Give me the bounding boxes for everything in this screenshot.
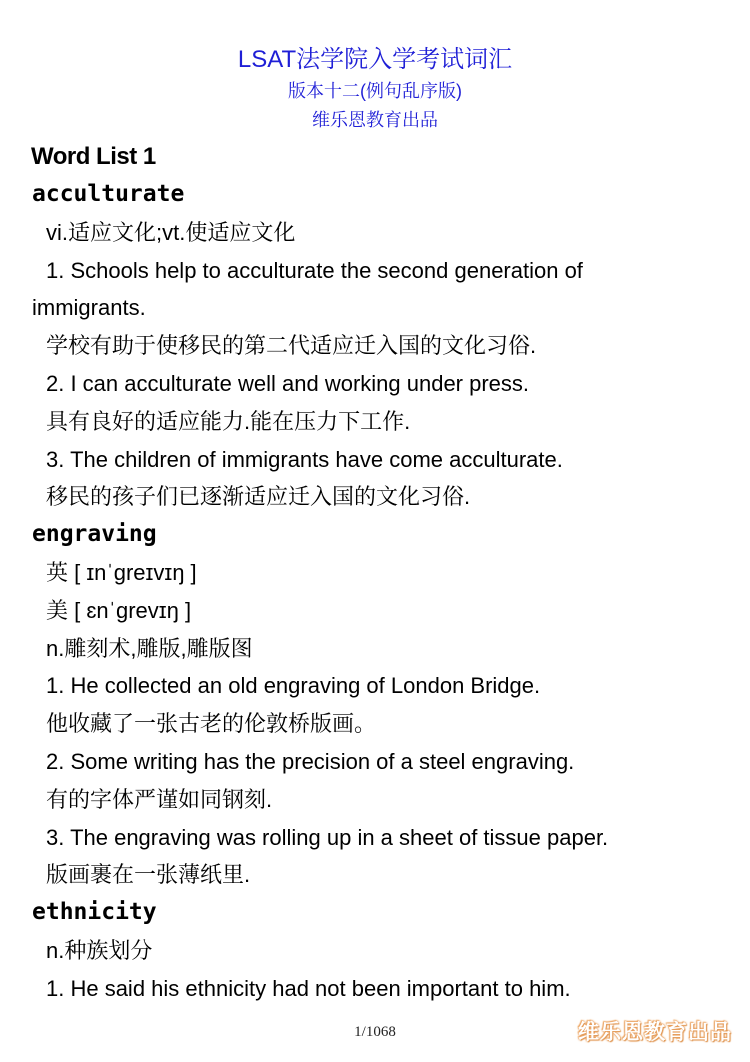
- watermark-logo: 维乐恩教育出品: [578, 1021, 732, 1044]
- headword: acculturate: [32, 181, 185, 207]
- text-line: 3. The children of immigrants have come acculturate.: [46, 446, 563, 472]
- text-line: immigrants.: [32, 295, 146, 321]
- text-line: vi.适应文化;vt.使适应文化: [46, 219, 296, 245]
- publisher-line: 维乐恩教育出品: [312, 110, 438, 130]
- text-line: 美 [ ɛnˈɡrevɪŋ ]: [46, 597, 192, 623]
- text-line: 他收藏了一张古老的伦敦桥版画。: [46, 711, 377, 737]
- text-line: 1. He collected an old engraving of London Bridge.: [46, 673, 541, 699]
- text-line: 2. I can acculturate well and working under press.: [46, 370, 530, 396]
- text-line: 有的字体严谨如同钢刻.: [46, 786, 273, 812]
- text-line: 学校有助于使移民的第二代适应迁入国的文化习俗.: [46, 333, 537, 359]
- page-number: 1/1068: [354, 1024, 396, 1040]
- text-line: 版画裹在一张薄纸里.: [46, 862, 251, 888]
- text-line: 英 [ ɪnˈɡreɪvɪŋ ]: [46, 559, 197, 585]
- vocabulary-body: [0, 176, 750, 1008]
- headword: ethnicity: [32, 899, 157, 926]
- word-list-heading: Word List 1: [31, 143, 156, 170]
- text-line: 2. Some writing has the precision of a steel engraving.: [46, 748, 575, 774]
- text-line: 1. Schools help to acculturate the second generation of: [46, 257, 583, 283]
- headword: engraving: [32, 521, 157, 548]
- text-line: 具有良好的适应能力.能在压力下工作.: [46, 408, 411, 434]
- text-line: n.雕刻术,雕版,雕版图: [46, 635, 253, 661]
- document-title: LSAT法学院入学考试词汇: [237, 46, 513, 73]
- text-line: 1. He said his ethnicity had not been important to him.: [46, 975, 571, 1001]
- text-line: 移民的孩子们已逐渐适应迁入国的文化习俗.: [46, 484, 471, 510]
- document-subtitle: 版本十二(例句乱序版): [288, 81, 462, 101]
- text-line: 3. The engraving was rolling up in a sheet of tissue paper.: [46, 824, 609, 850]
- text-line: n.种族划分: [46, 937, 153, 963]
